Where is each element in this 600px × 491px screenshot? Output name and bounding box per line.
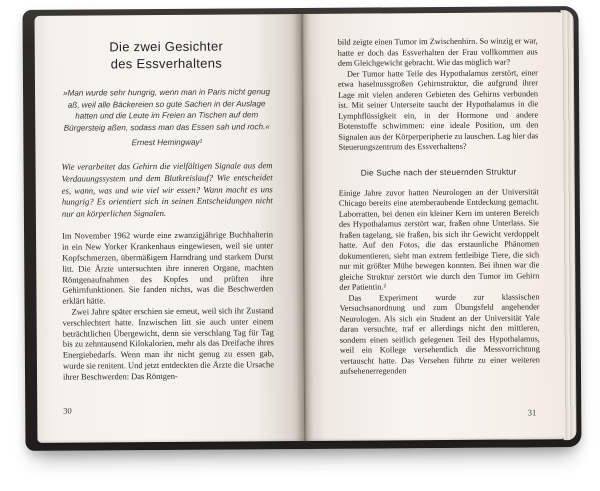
body-paragraph: Zwei Jahre später erschien sie erneut, weil sich ihr Zustand verschlechtert hatte. Inzwischen litt sie auch unter einem beträchtlichen Übergewicht, denn sie verschlang Tag für Tag bis zu zehntausend Kilokalorien, mehr als das Dreifache ihres Energiebedarfs. Wenn man ihr nicht genug zu essen gab, wurde sie renitent. Und jetzt entdeckten die Ärzte die Ursache ihrer Beschwerden: Das Röntgen- <box>62 305 274 382</box>
body-paragraph: Einige Jahre zuvor hatten Neurologen an der Universität Chicago bereits eine atemberaubende Entdeckung gemacht. Laborratten, bei denen ein kleiner Kern im unteren Bereich des Hypothalamus zerstört war, fraßen ohne Unterlass. Sie fraßen tagelang, sie fraßen, bis sich ihr Gewicht verdoppelt hatte. Auf den Fotos, die das erstaunliche Phänomen dokumentieren, sieht man extrem fettleibige Tiere, die sich nur mit größter Mühe bewegen konnten. Bei ihnen war die gleiche Struktur zerstört wie durch den Tumor im Gehirn der Patientin.² <box>338 186 540 292</box>
epigraph-attribution: Ernest Hemingway¹ <box>131 138 203 148</box>
body-paragraph: Im November 1962 wurde eine zwanzigjährige Buchhalterin in ein New Yorker Krankenhaus eingewiesen, weil sie unter Kopfschmerzen, übermäßigem Harndrang und starkem Durst litt. Die Ärzte untersuchten ihre inneren Organe, machten Röntgenaufnahmen des Kopfes und prüften ihre Gehirnfunktionen. Sie fanden nichts, was die Beschwerden erklärt hätte. <box>62 229 274 306</box>
chapter-title-line-1: Die zwei Gesichter <box>109 38 224 55</box>
chapter-title <box>61 38 272 72</box>
left-page <box>35 14 305 443</box>
body-paragraph: Das Experiment wurde zur klassischen Versuchsanordnung und zum Übungsfeld angehender Neurologen. Als sich ein Student an der Universität Yale daran versuchte, traf er allerdings nicht den mittleren, sondern einen seitlich gelegenen Teil des Hypothalamus, weil ein Kollege versehentlich die Messvorrichtung vertauscht hatte. Das Versehen führte zu einer weiteren aufsehenerregenden <box>339 291 540 376</box>
right-page-text <box>338 36 540 377</box>
open-book <box>22 6 581 451</box>
body-paragraph: bild zeigte einen Tumor im Zwischenhirn. So winzig er war, hatte er doch das Essverhalten der Frau vollkommen aus dem Gleichgewicht gebracht. Wie das möglich war? <box>337 36 538 68</box>
intro-paragraph: Wie verarbeitet das Gehirn die vielfältigen Signale aus dem Verdauungssystem und dem Blutkreislauf? Wie entscheidet es, wann, was und wie viel wir essen? Wann macht es uns hungrig? Es orientiert sich in seinen Entscheidungen nicht nur an körperlichen Signalen. <box>61 160 273 219</box>
right-page <box>302 12 565 441</box>
section-heading: Die Suche nach der steuernden Struktur <box>360 166 517 178</box>
chapter-title-line-2: des Essverhaltens <box>110 55 223 71</box>
left-page-text <box>61 38 274 382</box>
page-number-left: 30 <box>63 405 72 416</box>
body-paragraph: Der Tumor hatte Teile des Hypothalamus zerstört, einer etwa haselnussgroßen Gehirnstruktur, die aufgrund ihrer Lage mit vielen anderen Gebieten des Gehirns verbunden ist. Mit seiner Unterseite taucht der Hypothalamus in die Lymphflüssigkeit ein, in der Hormone und andere Botenstoffe schwimmen: eine ideale Position, um den Signalen aus der Körperperipherie zu lauschen. Lag hier das Steuerungszentrum des Essverhaltens? <box>337 67 539 152</box>
page-number-right: 31 <box>527 407 537 418</box>
epigraph-quote: »Man wurde sehr hungrig, wenn man in Paris nicht genug aß, weil alle Bäckereien so gute Sachen in der Auslage hatten und die Leute im Freien an Tischen auf dem Bürgersteig aßen, sodass man das Essen sah und roch.« <box>63 87 271 133</box>
